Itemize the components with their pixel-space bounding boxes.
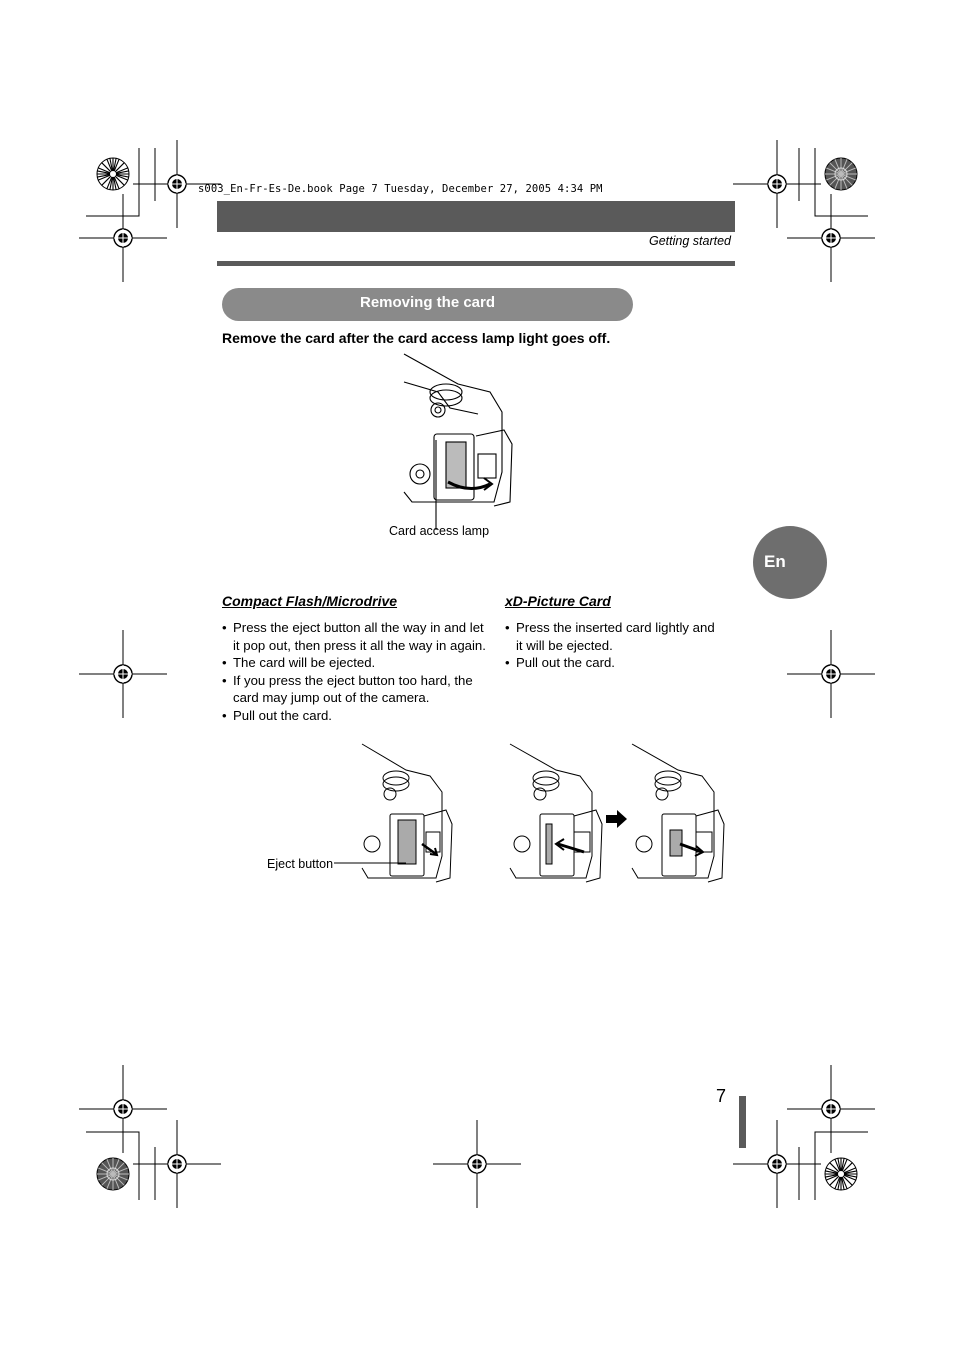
- section-title: Getting started: [649, 234, 731, 248]
- list-item: • Press the eject button all the way in and let it pop out, then press it all the way in again.: [222, 619, 488, 654]
- list-item: • Pull out the card.: [222, 707, 488, 725]
- page-number-bar: [739, 1096, 746, 1148]
- xd-card-steps: [505, 619, 715, 672]
- list-item: • If you press the eject button too hard, the card may jump out of the camera.: [222, 672, 488, 707]
- card-access-lamp-label: Card access lamp: [389, 524, 490, 538]
- book-info-line: s003_En-Fr-Es-De.book Page 7 Tuesday, December 27, 2005 4:34 PM: [198, 183, 603, 195]
- list-item: • Pull out the card.: [505, 654, 715, 672]
- language-tab: En: [753, 526, 827, 599]
- xd-picture-card-heading: xD-Picture Card: [505, 593, 611, 609]
- eject-button-label: Eject button: [267, 857, 334, 871]
- list-item: • Press the inserted card lightly and it will be ejected.: [505, 619, 715, 654]
- page-number: 7: [716, 1086, 727, 1106]
- page-title: Removing the card: [222, 288, 633, 321]
- xd-card-pull-illustration: [630, 744, 725, 884]
- xd-card-press-illustration: [508, 744, 603, 884]
- header-bar: [217, 201, 735, 232]
- arrow-right-icon: [606, 810, 628, 828]
- compact-flash-steps: [222, 619, 488, 724]
- camera-card-slot-illustration: [398, 352, 528, 512]
- lead-instruction: Remove the card after the card access lamp light goes off.: [222, 330, 611, 346]
- eject-button-leader: [334, 859, 414, 869]
- list-item: • The card will be ejected.: [222, 654, 488, 672]
- compact-flash-heading: Compact Flash/Microdrive: [222, 593, 398, 609]
- header-rule: [217, 261, 735, 266]
